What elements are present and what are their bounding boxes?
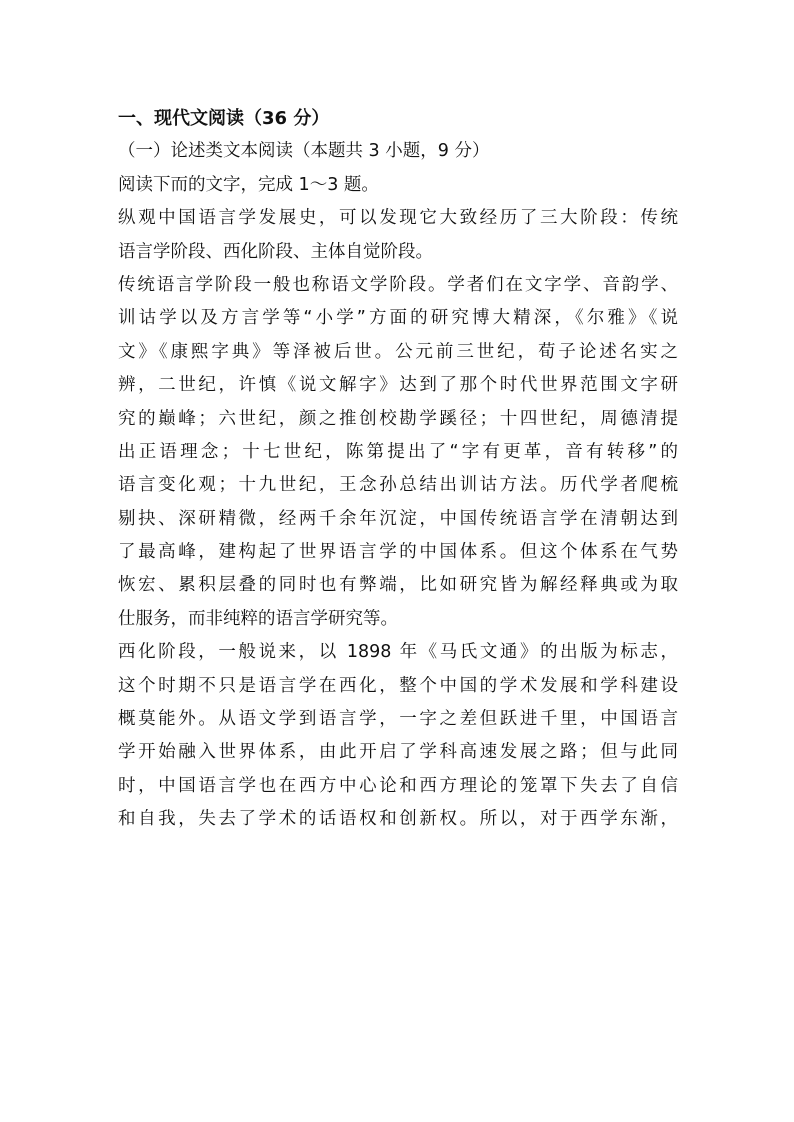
subsection-title: （一）论述类文本阅读（本题共 3 小题，9 分） bbox=[118, 141, 490, 162]
text-line: 了最高峰，建构起了世界语言学的中国体系。但这个体系在气势 bbox=[118, 542, 678, 563]
instruction-text: 阅读下而的文字，完成 1～3 题。 bbox=[118, 174, 379, 195]
text-line: 传统语言学阶段一般也称语文学阶段。学者们在文字学、音韵学、 bbox=[118, 274, 678, 295]
text-line: 恢宏、累积层叠的同时也有弊端，比如研究皆为解经释典或为取 bbox=[118, 575, 678, 596]
text-line: 时，中国语言学也在西方中心论和西方理论的笼罩下失去了自信 bbox=[118, 775, 678, 796]
text-line: 西化阶段，一般说来，以 1898 年《马氏文通》的出版为标志， bbox=[118, 642, 678, 663]
text-line: 纵观中国语言学发展史，可以发现它大致经历了三大阶段：传统 bbox=[118, 208, 678, 229]
text-line: 出正语理念；十七世纪，陈第提出了“字有更革，音有转移”的 bbox=[118, 441, 678, 462]
text-line: 辨，二世纪，许慎《说文解字》达到了那个时代世界范围文字研 bbox=[118, 375, 678, 396]
text-line: 和自我，失去了学术的话语权和创新权。所以，对于西学东渐， bbox=[118, 809, 678, 830]
text-line: 学开始融入世界体系，由此开启了学科高速发展之路；但与此同 bbox=[118, 742, 678, 763]
text-line: 究的巅峰；六世纪，颜之推创校勘学蹊径；十四世纪，周德清提 bbox=[118, 408, 678, 429]
text-line: 概莫能外。从语文学到语言学，一字之差但跃进千里，中国语言 bbox=[118, 709, 678, 730]
document-body bbox=[118, 102, 678, 837]
text-line: 语言变化观；十九世纪，王念孙总结出训诂方法。历代学者爬梳 bbox=[118, 475, 678, 496]
text-line: 文》《康熙字典》等泽被后世。公元前三世纪，荀子论述名实之 bbox=[118, 341, 678, 362]
text-line: 语言学阶段、西化阶段、主体自觉阶段。 bbox=[118, 241, 433, 262]
text-line: 训诂学以及方言学等“小学”方面的研究博大精深，《尔雅》《说 bbox=[118, 308, 678, 329]
text-line: 仕服务，而非纯粹的语言学研究等。 bbox=[118, 608, 398, 629]
section-title: 一、现代文阅读（36 分） bbox=[118, 108, 330, 129]
text-line: 这个时期不只是语言学在西化，整个中国的学术发展和学科建设 bbox=[118, 675, 678, 696]
text-line: 剔抉、深研精微，经两千余年沉淀，中国传统语言学在清朝达到 bbox=[118, 508, 678, 529]
